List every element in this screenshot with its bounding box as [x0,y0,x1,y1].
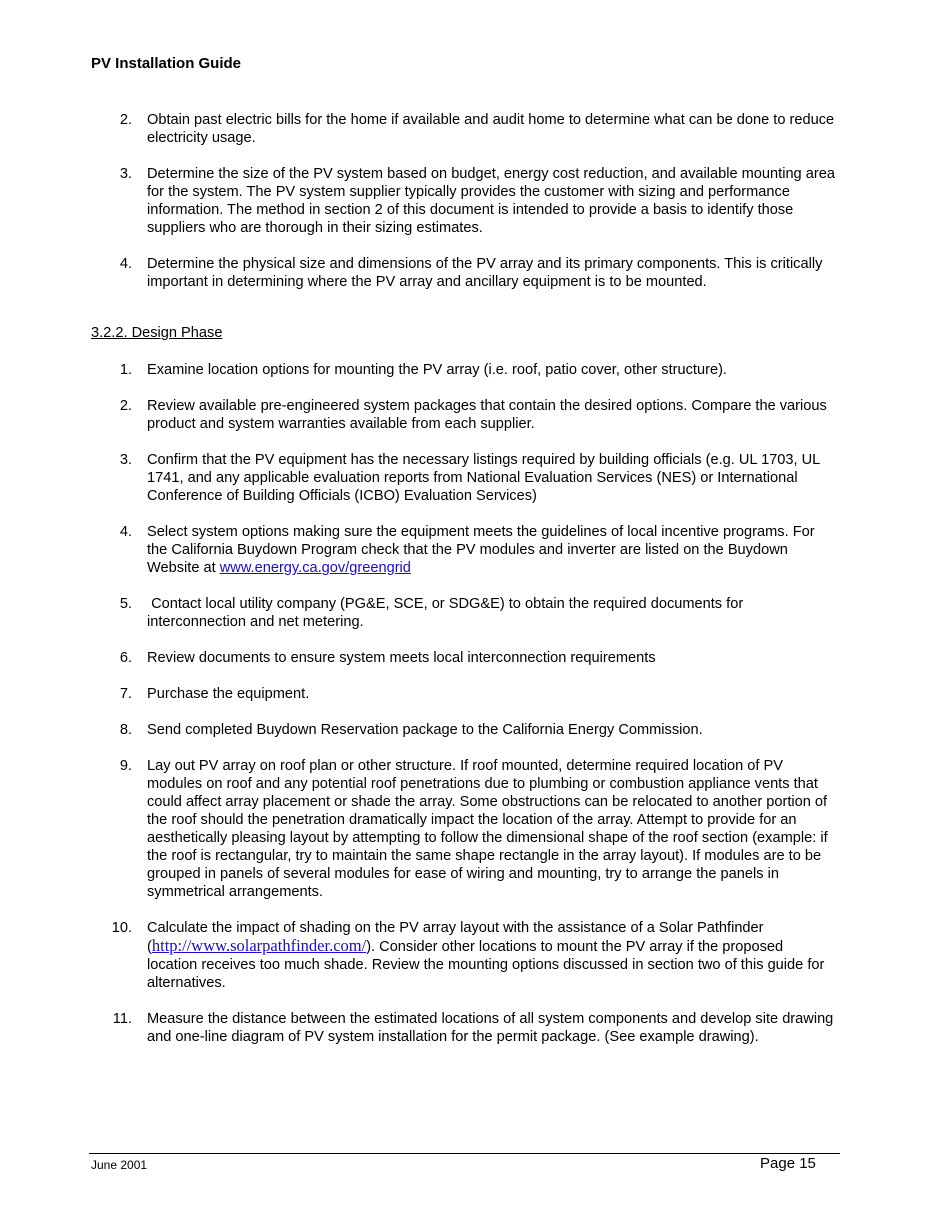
pre-design-steps-list [91,111,836,309]
item-text: Obtain past electric bills for the home if available and audit home to determine what can be done to reduce electricity usage. [147,112,835,146]
list-item [91,919,836,992]
footer-date: June 2001 [91,1158,148,1172]
list-item [91,1010,836,1046]
footer-divider [89,1153,840,1154]
list-item [91,255,836,291]
item-number: 1. [119,362,132,378]
list-item [91,595,836,631]
list-item [91,721,836,739]
item-number: 2. [119,112,132,128]
list-item [91,397,836,433]
item-text: Review documents to ensure system meets local interconnection requirements [147,650,656,666]
item-number: 6. [119,650,132,666]
item-number: 3. [119,166,132,182]
item-text: Review available pre-engineered system packages that contain the desired options. Compare the various product and system warranties available from each supplier. [147,398,827,432]
item-number: 5. [119,596,132,612]
item-number: 10. [111,920,132,936]
item-number: 7. [119,686,132,702]
section-heading-design-phase: 3.2.2. Design Phase [91,325,223,341]
list-item [91,523,836,577]
item-number: 2. [119,398,132,414]
list-item [91,165,836,237]
design-phase-steps-list [91,361,836,1064]
item-text: Measure the distance between the estimated locations of all system components and develop site drawing and one-line diagram of PV system installation for the permit package. (See example drawing). [147,1011,834,1045]
page-header-title: PV Installation Guide [91,55,242,72]
list-item [91,757,836,901]
item-number: 8. [119,722,132,738]
item-number: 9. [119,758,132,774]
page-number: Page 15 [760,1155,816,1172]
list-item [91,451,836,505]
item-text: Purchase the equipment. [147,686,310,702]
item-number: 11. [112,1011,132,1027]
list-item [91,685,836,703]
item-text: Send completed Buydown Reservation package to the California Energy Commission. [147,722,703,738]
list-item [91,111,836,147]
item-text: Select system options making sure the equipment meets the guidelines of local incentive programs. For the California Buydown Program check that the PV modules and inverter are listed on the Buydown Website at [147,524,815,576]
list-item [91,649,836,667]
item-number: 4. [119,524,132,540]
item-text-after-link: ). Consider other locations to mount the PV array if the proposed location receives too much shade. Review the mounting options discussed in section two of this guide for alternatives. [147,939,825,991]
item-text: Lay out PV array on roof plan or other structure. If roof mounted, determine required location of PV modules on roof and any potential roof penetrations due to plumbing or combustion appliance vents that could affect array placement or shade the array. Some obstructions can be relocated to another portion of the roof should the penetration dramatically impact the location of the array. Attempt to provide for an aesthetically pleasing layout by attempting to follow the dimensional shape of the roof section (example: if the roof is rectangular, try to maintain the same shape rectangle in the array layout). If modules are to be grouped in panels of several modules for ease of wiring and mounting, try to arrange the panels in symmetrical arrangements. [147,758,828,900]
item-text: Confirm that the PV equipment has the necessary listings required by building officials (e.g. UL 1703, UL 1741, and any applicable evaluation reports from National Evaluation Services (NES) or International Conference of Building Officials (ICBO) Evaluation Services) [147,452,820,504]
item-text: Determine the physical size and dimensions of the PV array and its primary components. This is critically important in determining where the PV array and ancillary equipment is to be mounted. [147,256,823,290]
solarpathfinder-link[interactable]: http://www.solarpathfinder.com/ [151,936,367,955]
item-text: Determine the size of the PV system based on budget, energy cost reduction, and available mounting area for the system. The PV system supplier typically provides the customer with sizing and performance information. The method in section 2 of this document is intended to provide a basis to identify those suppliers who are thorough in their sizing estimates. [147,166,835,236]
list-item [91,361,836,379]
item-number: 3. [119,452,132,468]
greengrid-link[interactable]: www.energy.ca.gov/greengrid [219,560,411,576]
item-text: Contact local utility company (PG&E, SCE, or SDG&E) to obtain the required documents for interconnection and net metering. [147,596,748,630]
item-number: 4. [119,256,132,272]
item-text: Examine location options for mounting the PV array (i.e. roof, patio cover, other structure). [147,362,727,378]
item-text-before-link: Calculate the impact of shading on the PV array layout with the assistance of a Solar Pathfinder ( [147,920,764,955]
